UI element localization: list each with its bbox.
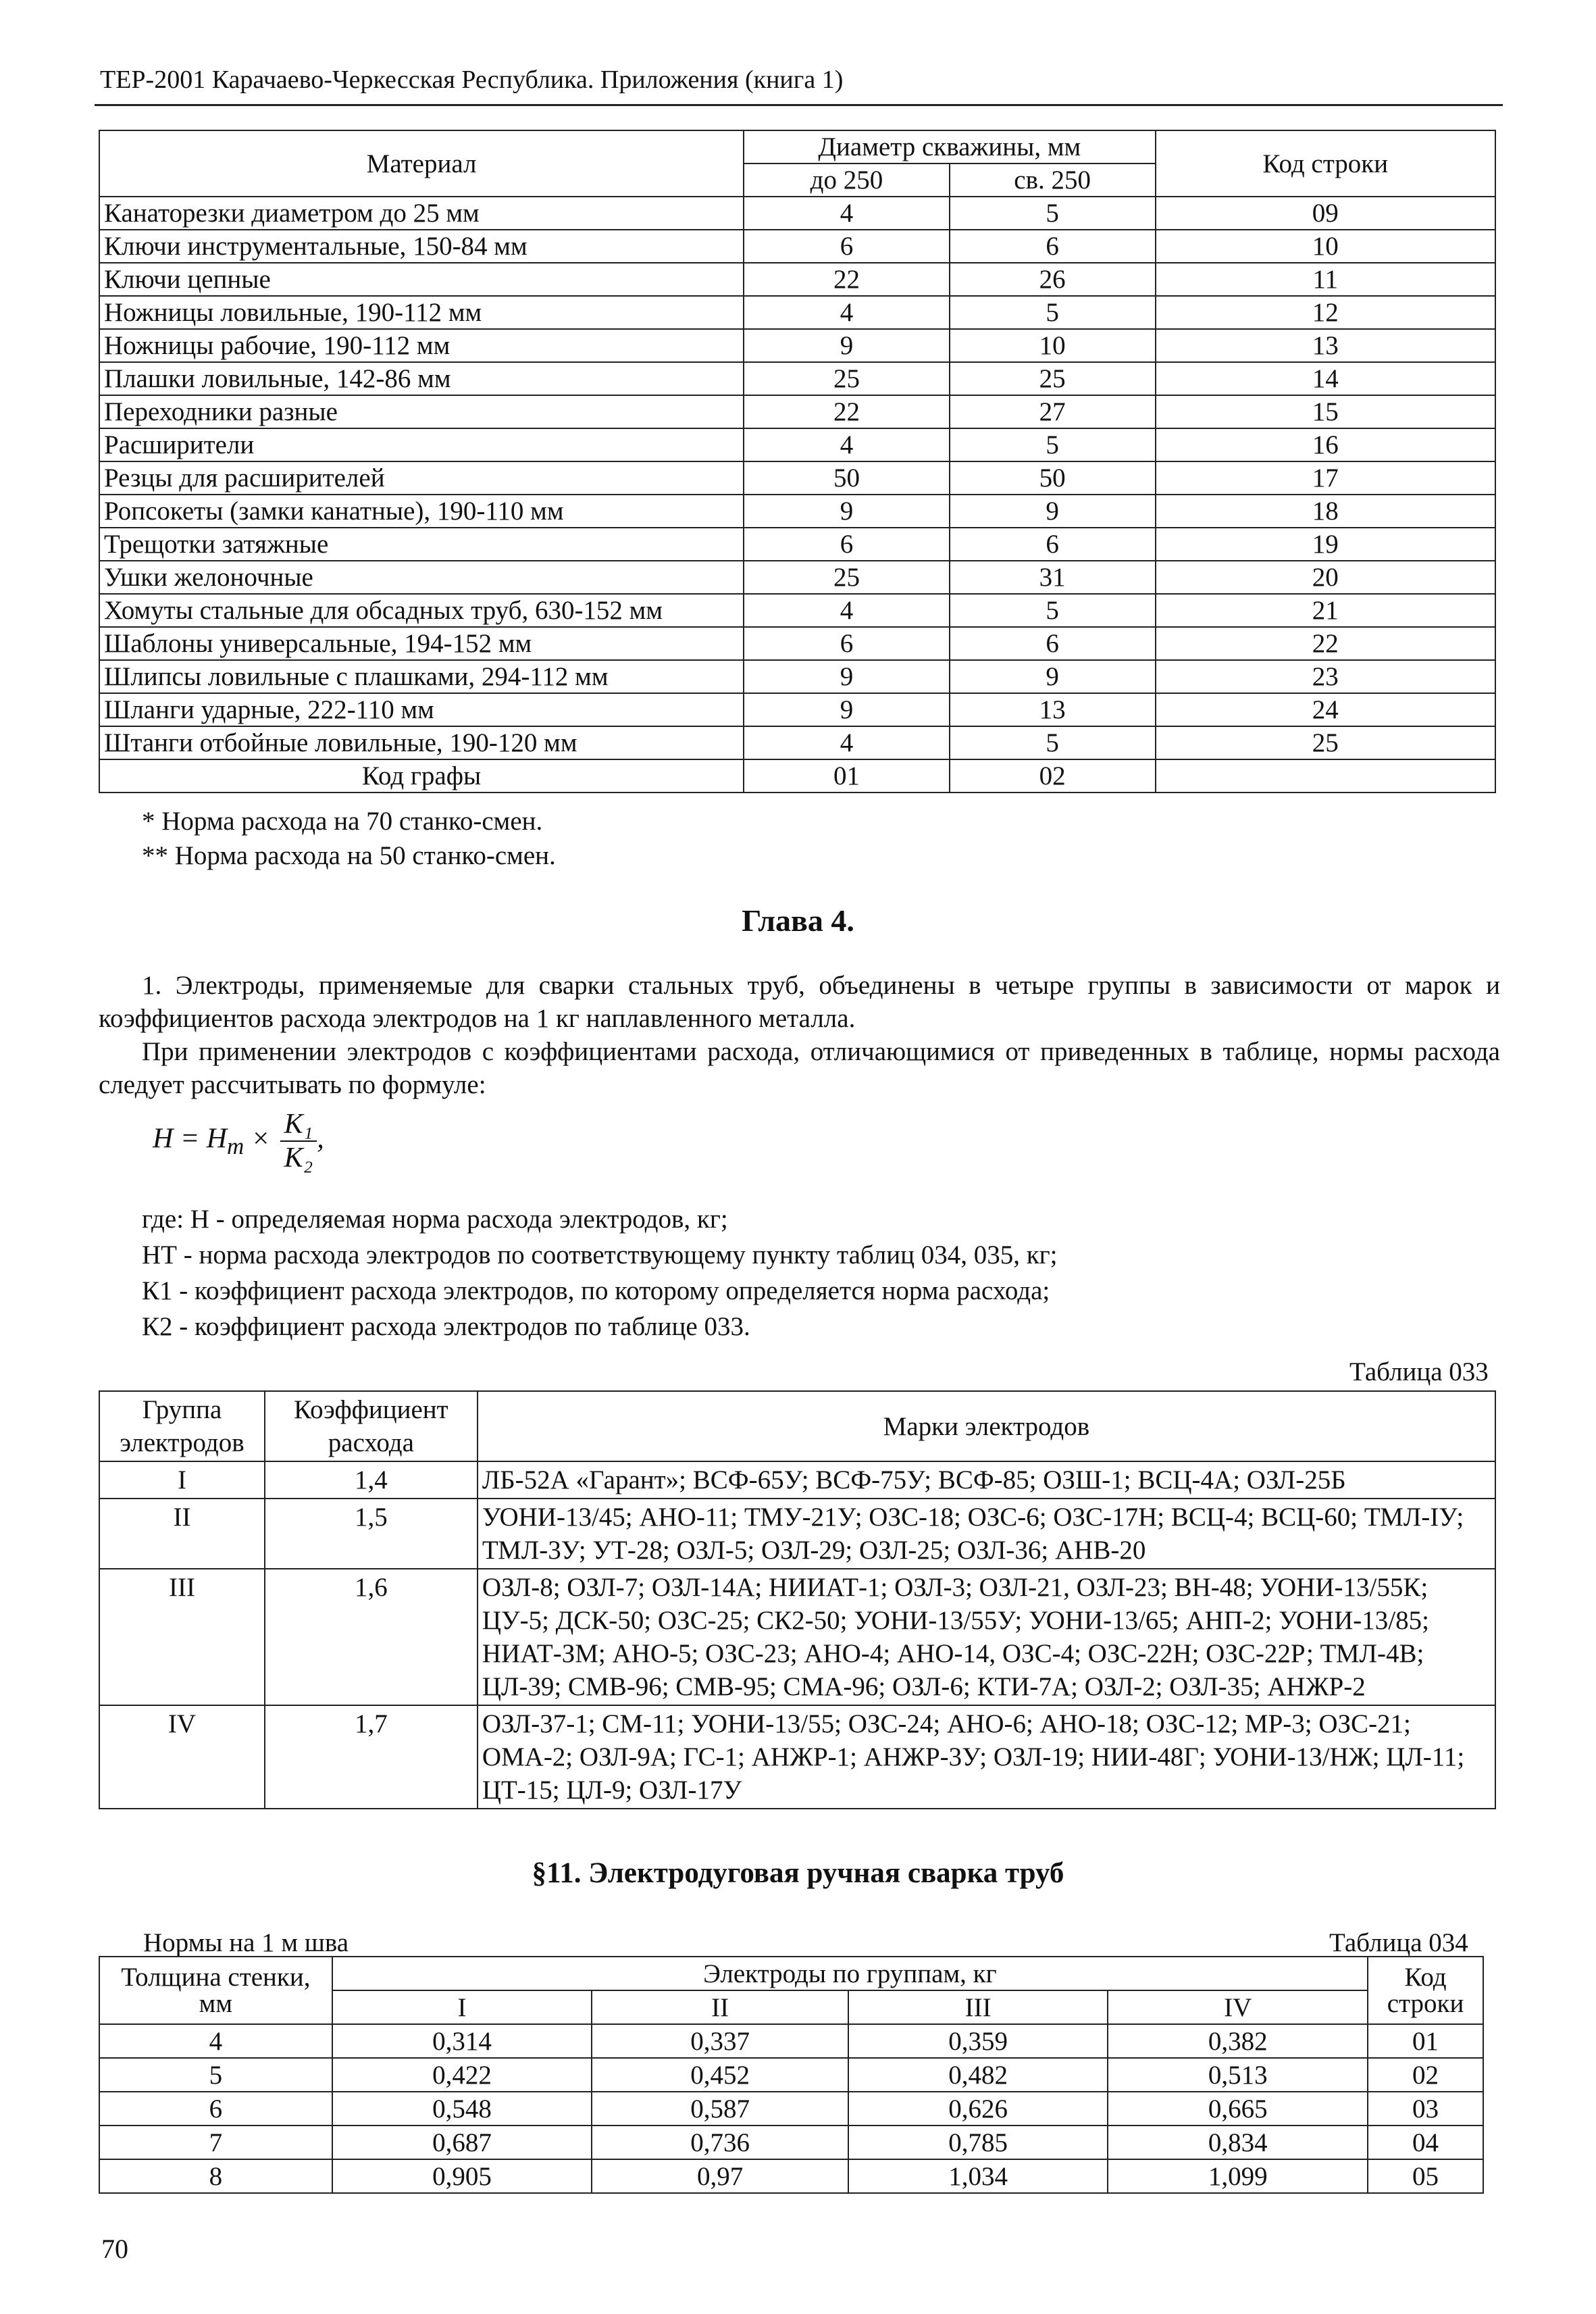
group-iv-cell: 0,834 [1108, 2126, 1368, 2159]
row-code-cell: 05 [1368, 2159, 1483, 2193]
norm-over-250-cell: 31 [950, 561, 1156, 594]
formula-lhs: H = H [153, 1123, 228, 1155]
material-cell: Шлипсы ловильные с плашками, 294-112 мм [99, 660, 744, 693]
thickness-cell: 8 [99, 2159, 332, 2193]
footnote-2: ** Норма расхода на 50 станко-смен. [142, 841, 556, 870]
norm-over-250-cell: 50 [950, 461, 1156, 495]
table-row [99, 528, 1495, 561]
table-033-caption: Таблица 033 [1349, 1357, 1489, 1386]
group-cell: II [99, 1499, 265, 1569]
norm-over-250-cell: 5 [950, 428, 1156, 461]
norm-upto-250-cell: 22 [744, 395, 950, 428]
page-number: 70 [101, 2234, 128, 2264]
material-cell: Ключи инструментальные, 150-84 мм [99, 230, 744, 263]
row-code-cell: 03 [1368, 2092, 1483, 2126]
group-ii-cell: 0,587 [592, 2092, 848, 2126]
row-code-cell: 11 [1156, 263, 1496, 296]
group-cell: IV [99, 1705, 265, 1809]
table-row [99, 230, 1495, 263]
definition-ht: НТ - норма расхода электродов по соответствующему пункту таблиц 034, 035, кг; [142, 1240, 1058, 1269]
material-cell: Шаблоны универсальные, 194-152 мм [99, 627, 744, 660]
header-group: Группа электродов [99, 1391, 265, 1461]
paragraph-1: 1. Электроды, применяемые для сварки стальных труб, объединены в четыре группы в зависимости от марок и коэффициентов расхода электродов на 1 кг наплавленного металла. [99, 971, 1500, 1033]
formula [153, 1108, 324, 1174]
thickness-cell: 6 [99, 2092, 332, 2126]
norm-over-250-cell: 6 [950, 528, 1156, 561]
row-code-cell: 24 [1156, 693, 1496, 726]
norm-over-250-cell: 13 [950, 693, 1156, 726]
material-cell: Хомуты стальные для обсадных труб, 630-152 мм [99, 594, 744, 627]
table-row [99, 1499, 1495, 1569]
material-cell: Шланги ударные, 222-110 мм [99, 693, 744, 726]
column-code-02: 02 [950, 759, 1156, 793]
table-row [99, 1461, 1495, 1499]
thickness-cell: 5 [99, 2058, 332, 2092]
thickness-cell: 7 [99, 2126, 332, 2159]
group-iv-cell: 0,382 [1108, 2024, 1368, 2058]
column-code-01: 01 [744, 759, 950, 793]
row-code-cell: 19 [1156, 528, 1496, 561]
column-code-empty [1156, 759, 1496, 793]
row-code-cell: 22 [1156, 627, 1496, 660]
row-code-cell: 13 [1156, 329, 1496, 362]
group-i-cell: 0,314 [332, 2024, 592, 2058]
row-code-cell: 18 [1156, 495, 1496, 528]
table-row [99, 726, 1495, 759]
table-row [99, 1569, 1495, 1705]
norm-upto-250-cell: 25 [744, 362, 950, 395]
coefficient-cell: 1,5 [265, 1499, 478, 1569]
group-iii-cell: 0,785 [848, 2126, 1108, 2159]
header-row-code: Код строки [1156, 130, 1496, 197]
table-row [99, 2092, 1483, 2126]
welding-norms-table [99, 1956, 1484, 2194]
group-ii-cell: 0,736 [592, 2126, 848, 2159]
group-cell: III [99, 1569, 265, 1705]
table-row [99, 428, 1495, 461]
group-ii-cell: 0,452 [592, 2058, 848, 2092]
header-diameter-over-250: св. 250 [950, 164, 1156, 197]
marks-cell: ОЗЛ-37-1; СМ-11; УОНИ-13/55; ОЗС-24; АНО-6; АНО-18; ОЗС-12; МР-3; ОЗС-21; ОМА-2; ОЗЛ-9А; ГС-1; АНЖР-1; АНЖР-3У; ОЗЛ-19; НИИ-48Г; УОНИ-13/НЖ; ЦЛ-11; ЦТ-15; ЦЛ-9; ОЗЛ-17У [478, 1705, 1495, 1809]
header-rule [95, 104, 1503, 106]
group-iv-cell: 0,665 [1108, 2092, 1368, 2126]
electrode-groups-table [99, 1390, 1496, 1809]
row-code-cell: 10 [1156, 230, 1496, 263]
group-iii-cell: 1,034 [848, 2159, 1108, 2193]
table-row [99, 197, 1495, 230]
row-code-cell: 14 [1156, 362, 1496, 395]
definition-k1: К1 - коэффициент расхода электродов, по которому определяется норма расхода; [142, 1276, 1050, 1305]
table-row [99, 495, 1495, 528]
group-cell: I [99, 1461, 265, 1499]
material-cell: Плашки ловильные, 142-86 мм [99, 362, 744, 395]
table-row [99, 2159, 1483, 2193]
norm-upto-250-cell: 9 [744, 660, 950, 693]
norm-over-250-cell: 5 [950, 197, 1156, 230]
norm-upto-250-cell: 4 [744, 428, 950, 461]
row-code-cell: 04 [1368, 2126, 1483, 2159]
norm-over-250-cell: 27 [950, 395, 1156, 428]
material-cell: Ушки желоночные [99, 561, 744, 594]
table-row [99, 461, 1495, 495]
row-code-cell: 21 [1156, 594, 1496, 627]
group-iii-cell: 0,359 [848, 2024, 1108, 2058]
norm-upto-250-cell: 9 [744, 329, 950, 362]
formula-fraction [280, 1108, 317, 1174]
table-row [99, 2058, 1483, 2092]
table-row [99, 2024, 1483, 2058]
norm-over-250-cell: 6 [950, 230, 1156, 263]
norm-upto-250-cell: 25 [744, 561, 950, 594]
marks-cell: ЛБ-52А «Гарант»; ВСФ-65У; ВСФ-75У; ВСФ-85; ОЗШ-1; ВСЦ-4А; ОЗЛ-25Б [478, 1461, 1495, 1499]
material-cell: Ножницы ловильные, 190-112 мм [99, 296, 744, 329]
row-code-cell: 15 [1156, 395, 1496, 428]
norm-over-250-cell: 5 [950, 726, 1156, 759]
group-ii-cell: 0,97 [592, 2159, 848, 2193]
norm-over-250-cell: 10 [950, 329, 1156, 362]
formula-times: × [244, 1123, 278, 1155]
material-cell: Ропсокеты (замки канатные), 190-110 мм [99, 495, 744, 528]
coefficient-cell: 1,7 [265, 1705, 478, 1809]
header-coefficient: Коэффициент расхода [265, 1391, 478, 1461]
header-row-code: Код строки [1368, 1957, 1483, 2024]
norm-upto-250-cell: 6 [744, 627, 950, 660]
header-wall-thickness: Толщина стенки, мм [99, 1957, 332, 2024]
norm-upto-250-cell: 6 [744, 230, 950, 263]
materials-table-body [99, 197, 1495, 759]
group-ii-cell: 0,337 [592, 2024, 848, 2058]
material-cell: Трещотки затяжные [99, 528, 744, 561]
table-row [99, 329, 1495, 362]
material-cell: Резцы для расширителей [99, 461, 744, 495]
material-cell: Штанги отбойные ловильные, 190-120 мм [99, 726, 744, 759]
norm-over-250-cell: 26 [950, 263, 1156, 296]
group-i-cell: 0,905 [332, 2159, 592, 2193]
material-cell: Переходники разные [99, 395, 744, 428]
row-code-cell: 23 [1156, 660, 1496, 693]
group-iv-cell: 1,099 [1108, 2159, 1368, 2193]
header-group-iv: IV [1108, 1990, 1368, 2024]
row-code-cell: 09 [1156, 197, 1496, 230]
table-row [99, 2126, 1483, 2159]
norm-upto-250-cell: 4 [744, 197, 950, 230]
norm-over-250-cell: 25 [950, 362, 1156, 395]
table-row [99, 561, 1495, 594]
formula-tail: , [317, 1123, 324, 1155]
table-row [99, 627, 1495, 660]
group-i-cell: 0,687 [332, 2126, 592, 2159]
norm-over-250-cell: 6 [950, 627, 1156, 660]
electrode-groups-body [99, 1461, 1495, 1809]
table-034-norms-caption: Нормы на 1 м шва [143, 1928, 349, 1957]
row-code-cell: 20 [1156, 561, 1496, 594]
coefficient-cell: 1,6 [265, 1569, 478, 1705]
row-code-cell: 12 [1156, 296, 1496, 329]
materials-table [99, 130, 1496, 793]
chapter-title: Глава 4. [742, 903, 854, 938]
marks-cell: ОЗЛ-8; ОЗЛ-7; ОЗЛ-14А; НИИАТ-1; ОЗЛ-3; ОЗЛ-21, ОЗЛ-23; ВН-48; УОНИ-13/55К; ЦУ-5; ДСК-50; ОЗС-25; СК2-50; УОНИ-13/55У; УОНИ-13/65; АНП-2; УОНИ-13/85; НИАТ-ЗМ; АНО-5; ОЗС-23; АНО-4; АНО-14, ОЗС-4; ОЗС-22Н; ОЗС-22Р; ТМЛ-4В; ЦЛ-39; СМВ-96; СМВ-95; СМА-96; ОЗЛ-6; КТИ-7А; ОЗЛ-2; ОЗЛ-35; АНЖР-2 [478, 1569, 1495, 1705]
header-diameter-upto-250: до 250 [744, 164, 950, 197]
group-i-cell: 0,422 [332, 2058, 592, 2092]
row-code-cell: 16 [1156, 428, 1496, 461]
table-row [99, 1705, 1495, 1809]
norm-upto-250-cell: 22 [744, 263, 950, 296]
definition-h: где: Н - определяемая норма расхода электродов, кг; [142, 1205, 728, 1234]
formula-subscript: т [227, 1133, 244, 1160]
norm-upto-250-cell: 9 [744, 495, 950, 528]
header-marks: Марки электродов [478, 1391, 1495, 1461]
table-row [99, 263, 1495, 296]
coefficient-cell: 1,4 [265, 1461, 478, 1499]
row-code-cell: 01 [1368, 2024, 1483, 2058]
formula-definitions [142, 1201, 1057, 1344]
table-row [99, 362, 1495, 395]
header-electrodes-by-group: Электроды по группам, кг [332, 1957, 1368, 1990]
norm-over-250-cell: 5 [950, 296, 1156, 329]
welding-norms-body [99, 2024, 1483, 2193]
table-row [99, 395, 1495, 428]
table-034-caption: Таблица 034 [1329, 1928, 1468, 1957]
definition-k2: К2 - коэффициент расхода электродов по таблице 033. [142, 1312, 750, 1341]
header-group-i: I [332, 1990, 592, 2024]
material-cell: Расширители [99, 428, 744, 461]
table-row [99, 693, 1495, 726]
norm-upto-250-cell: 9 [744, 693, 950, 726]
header-group-iii: III [848, 1990, 1108, 2024]
footnote-1: * Норма расхода на 70 станко-смен. [142, 807, 543, 836]
group-iv-cell: 0,513 [1108, 2058, 1368, 2092]
norm-over-250-cell: 9 [950, 495, 1156, 528]
material-cell: Канаторезки диаметром до 25 мм [99, 197, 744, 230]
column-code-label: Код графы [99, 759, 744, 793]
header-diameter: Диаметр скважины, мм [744, 130, 1155, 164]
marks-cell: УОНИ-13/45; АНО-11; ТМУ-21У; ОЗС-18; ОЗС-6; ОЗС-17Н; ВСЦ-4; ВСЦ-60; ТМЛ-IУ; ТМЛ-3У; УТ-28; ОЗЛ-5; ОЗЛ-29; ОЗЛ-25; ОЗЛ-36; АНВ-20 [478, 1499, 1495, 1569]
footnotes [142, 804, 556, 873]
row-code-cell: 17 [1156, 461, 1496, 495]
table-row [99, 594, 1495, 627]
table-row [99, 296, 1495, 329]
section-title: §11. Электродуговая ручная сварка труб [532, 1857, 1064, 1889]
group-iii-cell: 0,482 [848, 2058, 1108, 2092]
norm-upto-250-cell: 50 [744, 461, 950, 495]
thickness-cell: 4 [99, 2024, 332, 2058]
norm-upto-250-cell: 6 [744, 528, 950, 561]
paragraph-2: При применении электродов с коэффициентами расхода, отличающимися от приведенных в таблице, нормы расхода следует рассчитывать по формуле: [99, 1037, 1500, 1099]
running-header: ТЕР-2001 Карачаево-Черкесская Республика. Приложения (книга 1) [100, 66, 844, 94]
material-cell: Ножницы рабочие, 190-112 мм [99, 329, 744, 362]
row-code-cell: 25 [1156, 726, 1496, 759]
norm-upto-250-cell: 4 [744, 296, 950, 329]
formula-denominator: K₂ [284, 1142, 313, 1174]
norm-over-250-cell: 9 [950, 660, 1156, 693]
group-iii-cell: 0,626 [848, 2092, 1108, 2126]
header-group-ii: II [592, 1990, 848, 2024]
norm-over-250-cell: 5 [950, 594, 1156, 627]
material-cell: Ключи цепные [99, 263, 744, 296]
table-row [99, 660, 1495, 693]
header-material: Материал [99, 130, 744, 197]
group-i-cell: 0,548 [332, 2092, 592, 2126]
row-code-cell: 02 [1368, 2058, 1483, 2092]
formula-numerator: K₁ [280, 1108, 317, 1142]
norm-upto-250-cell: 4 [744, 594, 950, 627]
norm-upto-250-cell: 4 [744, 726, 950, 759]
